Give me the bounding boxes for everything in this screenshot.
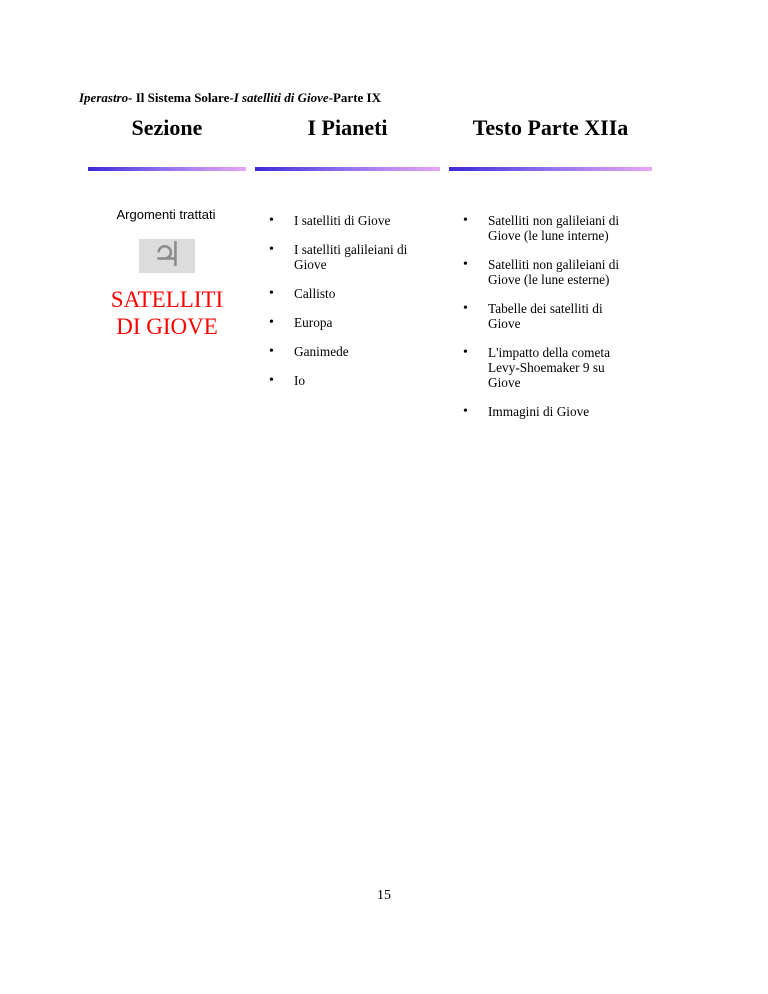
list-item[interactable]: • I satelliti galileiani di Giove [266, 242, 426, 272]
list-item[interactable]: • Immagini di Giove [460, 404, 630, 419]
jupiter-symbol-icon [139, 235, 195, 275]
list-item[interactable]: • Europa [266, 315, 426, 330]
page-number: 15 [377, 888, 391, 903]
gradient-divider [88, 167, 246, 171]
breadcrumb-topic: I satelliti di Giove [233, 90, 329, 105]
list-item[interactable]: • L'impatto della cometa Levy-Shoemaker 9 su Giove [460, 345, 630, 390]
section-title: SATELLITI DI GIOVE [110, 287, 224, 339]
topics-label: Argomenti trattati [116, 207, 216, 222]
list-item[interactable]: • Tabelle dei satelliti di Giove [460, 301, 630, 331]
breadcrumb-section: Il Sistema Solare- [132, 90, 234, 105]
pianeti-topic-list [266, 213, 426, 402]
list-item[interactable]: • Io [266, 373, 426, 388]
column-heading-testo: Testo Parte XIIa [472, 115, 629, 140]
column-heading-sezione: Sezione [131, 115, 203, 140]
list-item[interactable]: • Callisto [266, 286, 426, 301]
breadcrumb [79, 90, 381, 106]
gradient-divider [449, 167, 652, 171]
list-item[interactable]: • Ganimede [266, 344, 426, 359]
breadcrumb-part: -Parte IX [328, 90, 381, 105]
list-item[interactable]: • Satelliti non galileiani di Giove (le lune esterne) [460, 257, 630, 287]
column-heading-pianeti: I Pianeti [307, 115, 388, 140]
list-item[interactable]: • I satelliti di Giove [266, 213, 426, 228]
gradient-divider [255, 167, 440, 171]
list-item[interactable]: • Satelliti non galileiani di Giove (le lune interne) [460, 213, 630, 243]
jupiter-symbol-glyph: ♃ [151, 235, 183, 275]
breadcrumb-site: Iperastro- [79, 90, 133, 105]
testo-topic-list [460, 213, 630, 433]
